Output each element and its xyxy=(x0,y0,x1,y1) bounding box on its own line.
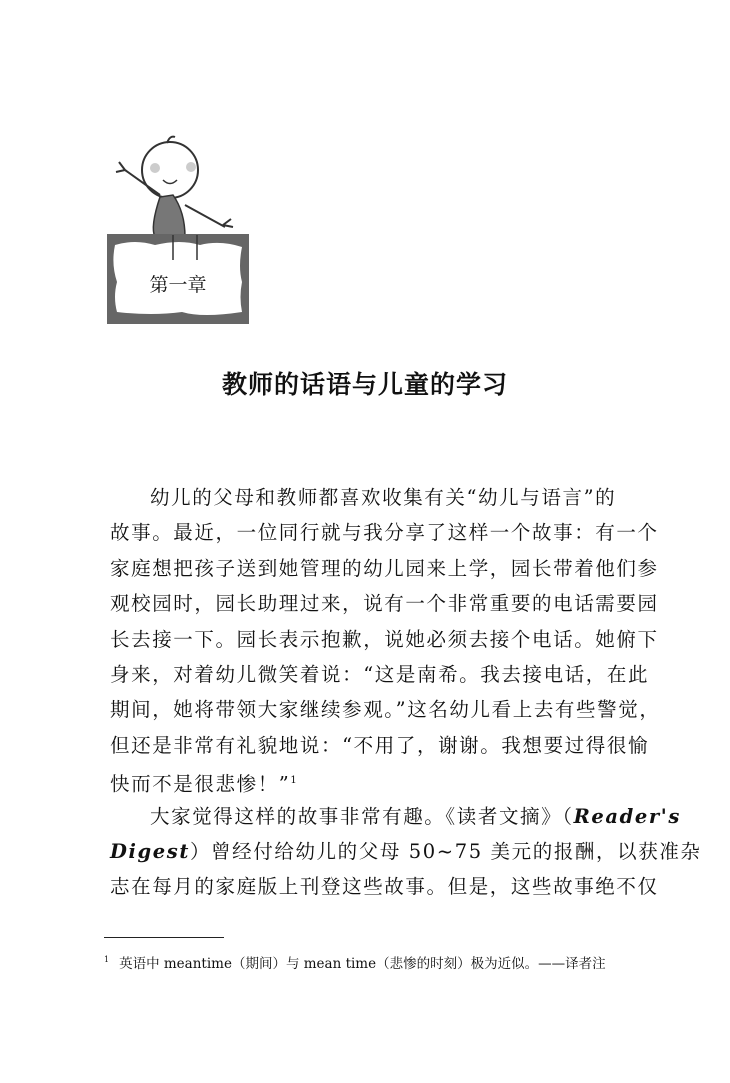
text-segment: 大家觉得这样的故事非常有趣。《读者文摘》（ xyxy=(150,804,574,828)
text-segment: ）曾经付给幼儿的父母 50~75 美元的报酬，以获准杂 xyxy=(189,839,702,863)
text-line: 长去接一下。园长表示抱歉，说她必须去接个电话。她俯下 xyxy=(110,627,659,651)
italic-title: Digest xyxy=(110,839,190,863)
text-line: 观校园时，园长助理过来，说有一个非常重要的电话需要园 xyxy=(110,592,659,616)
body-text xyxy=(110,480,702,905)
text-line: 志在每月的家庭版上刊登这些故事。但是，这些故事绝不仅 xyxy=(110,875,659,899)
footnote-divider xyxy=(104,937,224,938)
text-line: 故事。最近，一位同行就与我分享了这样一个故事：有一个 xyxy=(110,521,659,545)
footnote-marker: 1 xyxy=(104,955,110,964)
footnote-text: 英语中 meantime（期间）与 mean time（悲惨的时刻）极为近似。——译者注 xyxy=(119,956,606,972)
text-line xyxy=(110,763,590,798)
text-line: 家庭想把孩子送到她管理的幼儿园来上学，园长带着他们参 xyxy=(110,556,659,580)
footnote xyxy=(104,952,606,972)
text-line: 但还是非常有礼貌地说：“不用了，谢谢。我想要过得很愉 xyxy=(110,733,650,757)
text-line: 身来，对着幼儿微笑着说：“这是南希。我去接电话，在此 xyxy=(110,662,650,686)
text-line xyxy=(110,834,702,869)
text-line: 幼儿的父母和教师都喜欢收集有关“幼儿与语言”的 xyxy=(150,486,617,509)
text-segment: 快而不是很悲惨！” xyxy=(110,772,291,796)
italic-title: Reader's xyxy=(573,804,681,828)
text-line: 期间，她将带领大家继续参观。”这名幼儿看上去有些警觉， xyxy=(110,698,661,722)
text-line xyxy=(110,799,681,834)
footnote-ref: 1 xyxy=(290,775,299,787)
chapter-title: 教师的话语与儿童的学习 xyxy=(221,370,508,399)
chapter-label: 第一章 xyxy=(149,274,207,296)
